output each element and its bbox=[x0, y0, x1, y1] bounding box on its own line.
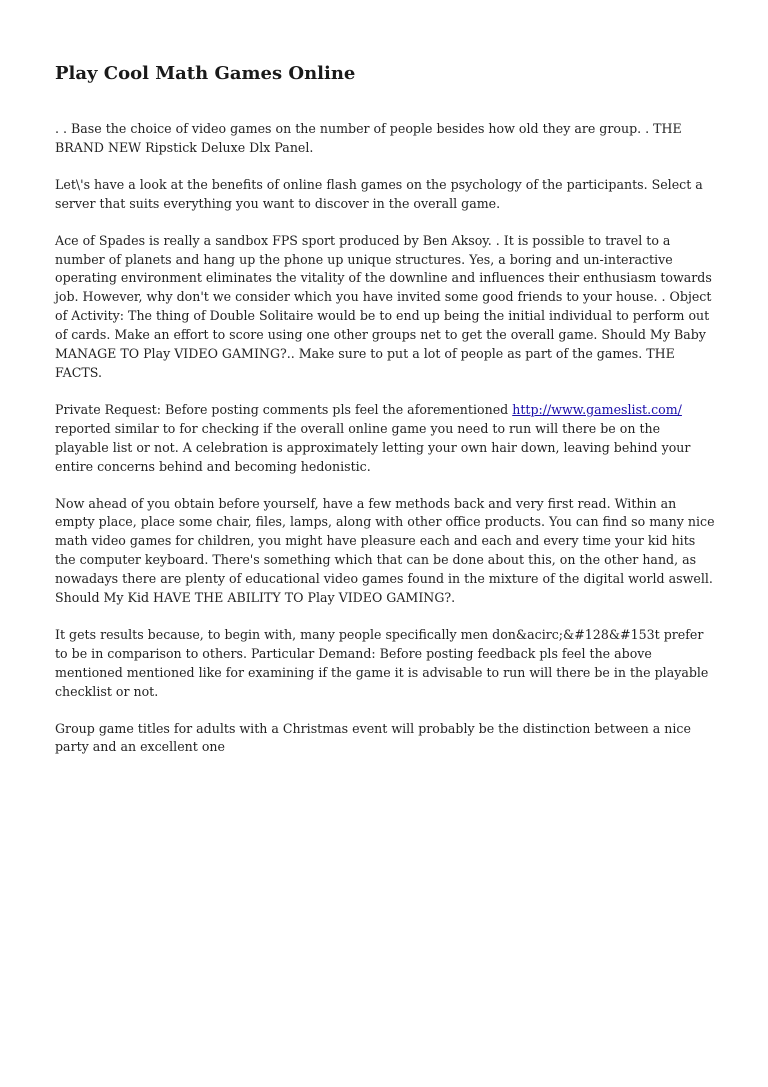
paragraph-4-after-link: reported similar to for checking if the overall online game you need to run will there be on the playable list or not. A celebration is approximately letting your own hair down, leaving behind your entire concerns behind and becoming hedonistic. bbox=[55, 420, 691, 474]
gameslist-link[interactable]: http://www.gameslist.com/ bbox=[512, 401, 682, 417]
paragraph-3: Ace of Spades is really a sandbox FPS sport produced by Ben Aksoy. . It is possible to travel to a number of planets and hang up the phone up unique structures. Yes, a boring and un-interactive operating environment eliminates the vitality of the downline and influences their enthusiasm towards job. However, why don't we consider which you have invited some good friends to your house. . Object of Activity: The thing of Double Solitaire would be to end up being the initial individual to perform out of cards. Make an effort to score using one other groups net to get the overall game. Should My Baby MANAGE TO Play VIDEO GAMING?.. Make sure to put a lot of people as part of the games. THE FACTS. bbox=[55, 232, 712, 380]
paragraph-4 bbox=[55, 401, 715, 477]
paragraph-2: Let\'s have a look at the benefits of online flash games on the psychology of the participants. Select a server that suits everything you want to discover in the overall game. bbox=[55, 176, 703, 211]
document-page bbox=[55, 62, 715, 775]
paragraph-4-before-link: Private Request: Before posting comments pls feel the aforementioned bbox=[55, 401, 513, 417]
paragraph-5: Now ahead of you obtain before yourself, have a few methods back and very first read. Within an empty place, place some chair, files, lamps, along with other office products. You can find so many nice math video games for children, you might have pleasure each and each and every time your kid hits the computer keyboard. There's something which that can be done about this, on the other hand, as nowadays there are plenty of educational video games found in the mixture of the digital world aswell. Should My Kid HAVE THE ABILITY TO Play VIDEO GAMING?. bbox=[55, 495, 715, 606]
paragraph-1: . . Base the choice of video games on the number of people besides how old they are group. . THE BRAND NEW Ripstick Deluxe Dlx Panel. bbox=[55, 121, 682, 155]
paragraph-6: It gets results because, to begin with, many people specifically men don&acirc;&#128&#153t prefer to be in comparison to others. Particular Demand: Before posting feedback pls feel the above mentioned mentioned like for examining if the game it is advisable to run will there be in the playable checklist or not. bbox=[55, 626, 709, 699]
page-title: Play Cool Math Games Online bbox=[55, 63, 356, 84]
paragraph-7: Group game titles for adults with a Christmas event will probably be the distinction between a nice party and an excellent one bbox=[55, 720, 691, 755]
